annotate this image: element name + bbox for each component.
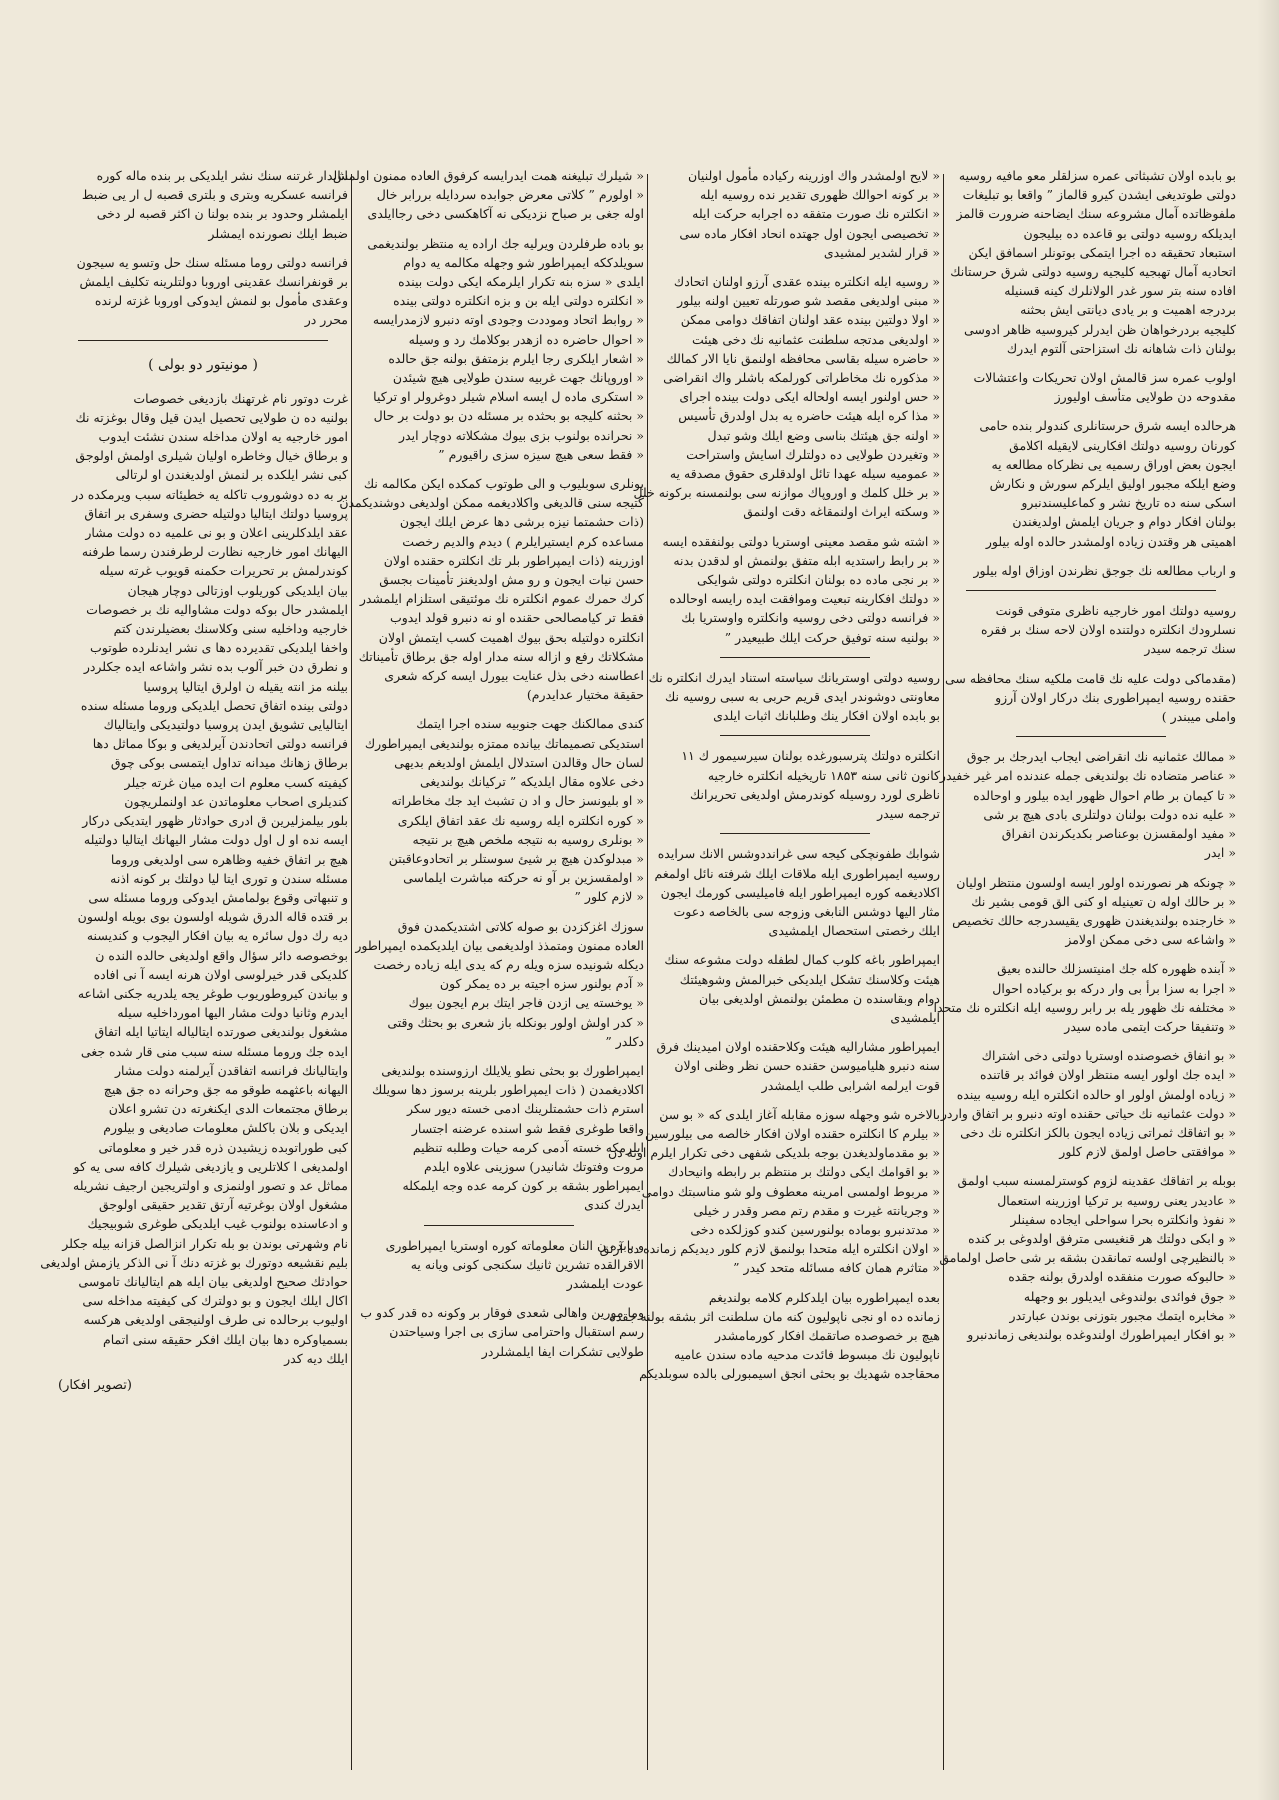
text-line: اکلادیغمه کوره ایمپراطور ایله فامیلیسی کورمك ایجون <box>660 884 940 900</box>
text-line: لسان حال وقالدن استدلال ایلمش اولدیغم بدیهی <box>394 754 644 770</box>
text-line: وعقدی مأمول بو لنمش ایدوکی اوروبا غزته لرنده <box>94 293 348 309</box>
text-line: « احوال حاضره ده ازهدر بوکلامك رد و وسیله <box>408 331 644 347</box>
page-edge-shadow <box>1257 0 1279 1800</box>
text-line: « دولت عثمانیه نك حیاتی حقنده اوته دنبرو بر اتفاق واردر <box>940 1105 1236 1121</box>
text-line: « متاثرم همان کافه مسائله متحد کیدر ” <box>733 1260 940 1276</box>
text-line: « ایدر <box>1204 845 1236 861</box>
text-line: « اوروپانك جهت غربیه سندن طولایی هیچ شیئدن <box>392 370 644 386</box>
text-line: کبی طوراتوبده زیشیدن ذره قدر خیر و معلوماتی <box>98 1139 348 1155</box>
text-line: ناپولیون نك مبسوط فائدت مدحیه ماده سندن عامیه <box>674 1347 940 1363</box>
text-line: « بو مقدماولدیغدن بوجه بلدیکی شفهی دخی تکرار ایلرم اوته دن <box>607 1145 940 1161</box>
text-line: « عمومیه سیله عهدا تائل اولدقلری حقوق مصدقه یه <box>669 466 940 482</box>
text-line: مقدوحه دن طولایی متأسف اولیورز <box>1054 389 1236 405</box>
text-line: حسن نیات ایجون و رو مش اولدیغنز تأمینات بجسق <box>379 572 644 588</box>
text-line: ایمپراطورك بو بحثی نطو یلایلك ارزوسنده بولندیغی <box>381 1062 644 1078</box>
text-line: « مربوط اولمسی امرینه معطوف ولو شو مناسبتك دوامی <box>641 1183 940 1199</box>
text-line: مشغول بولندیغی صورتده ایتالیاله ایتاتیا ایله اتفاق <box>94 1024 348 1040</box>
text-line: اسکی سنه ده تاریخ نشر و کماعلیسندنبرو <box>1021 495 1236 511</box>
text-line: « دولتك افكارینه تبعیت وموافقت ایده رایسه اوحالده <box>669 591 940 607</box>
text-line: اهمیتی هر وقتدن زیاده اولمشدر حالده اوله بیلور <box>985 533 1236 549</box>
text-line: « تا کیمان بر طام احوال ظهور ایده بیلور و اوحالده <box>973 787 1236 803</box>
column-3 <box>332 166 644 1776</box>
text-paragraph <box>332 166 644 224</box>
text-line: روسیه دولتی اوستریانك سیاسته استناد ایدرك انكلتره نك <box>648 669 940 685</box>
column-rule <box>647 174 648 1770</box>
text-line: « خارجنده بولندیغندن ظهوری یقیسدرجه حالك تخصیص <box>952 912 1236 928</box>
text-paragraph <box>40 389 348 1368</box>
text-line: برطاق زهانك میدانه تداول ایتمسی بوکی چوق <box>110 755 348 771</box>
text-line: استرم ذات حشمتلرینك ادمی خسته دیور سکر <box>406 1101 644 1117</box>
text-line: ایده جك وروما مسئله سنه سبب منی قار شده جغی <box>80 1043 348 1059</box>
text-line: « او بلیونسز حال و اد ن تشبث اید جك مخاطراته <box>391 793 644 809</box>
text-line: « حاضره سیله بقاسی محافظه اولنمق نایا الار کمالك <box>666 350 940 366</box>
text-line: روسیه ایمپراطوری ایله ملاقات ایلك شرفته نائل اولمغم <box>654 865 940 881</box>
text-line: حقیقة مختیار عدایدرم) <box>526 687 644 703</box>
text-line: و ارباب مطالعه نك جوجق نظرندن اوزاق اوله بیلور <box>973 562 1236 578</box>
text-line: « جوق فوائدی بولندوغی ایدیلور بو وجهله <box>1023 1288 1236 1304</box>
text-line: « مفید اولمقسزن بوعناصر بکدیکرندن انفراق <box>1001 826 1236 842</box>
text-line: ایدیکی و بلان باکلش معلومات صادیغی و بیلورم <box>103 1120 348 1136</box>
text-paragraph <box>650 668 940 726</box>
text-line: ایلدی « سزه بنه تکرار ایلرمکه ایکی دولت بینده <box>398 274 644 290</box>
text-line: ضبط ایلك نصورنده ایمشلر <box>208 225 348 241</box>
text-line: « بونلری روسیه به نتیجه ملخص هیچ بر نتیجه <box>412 831 644 847</box>
text-line: (ذات حشمتما نیزه برشی دها عرض ایلك ایجون <box>399 514 644 530</box>
text-line: سنه دنبرو هلیامیوسن حقنده حسن نظر وظنی اولان <box>674 1058 940 1074</box>
text-line: ایدرك کندی <box>584 1197 644 1213</box>
text-line: روسیه دولتك امور خارجیه ناظری متوفی قونت <box>995 603 1236 619</box>
section-divider <box>720 657 870 658</box>
text-paragraph <box>946 166 1236 358</box>
text-line: « کوره انكلتره ایله روسیه نك عقد اتفاق ایلکری <box>397 812 644 828</box>
text-line: « لایح اولمشدر واك اوزرینه رکیاده مأمول اولنیان <box>687 168 940 183</box>
text-line: و نطرق دن خبر آلوب بده نشر واشاعه ایده جکلردر <box>83 659 348 675</box>
text-line: بر به ده دوشوروب تاکله یه خطیئاته سبب ویرمکده در <box>72 486 348 502</box>
text-line: کیفیته کسب معلوم ات ایده میان غرته جیلر <box>124 774 348 790</box>
text-line: ایسه نده او ل اول دولت مشار الیهانك ایتالیا دولتیله <box>83 832 348 848</box>
text-line: « شیلرك تبلیغنه همت ایدرایسه کرفوق العاده ممنون اولمش <box>332 168 644 183</box>
text-line: « اولدیغی مدتجه سلطنت عثمانیه نك دخی هیئت <box>691 331 940 347</box>
text-line: ایمپراطور مشارالیه هیئت وکلاحقنده اولان امیدینك فرق <box>656 1039 940 1055</box>
text-line: قوت ایرلمه اشرابی طلب ایلمشدر <box>761 1077 940 1093</box>
text-line: اولوب عمره سز قالمش اولان تحریکات واعتشالات <box>973 370 1236 386</box>
text-line: « بیلرم کا انکلتره حقنده اولان افکار خالصه می بیلورسین <box>645 1125 940 1141</box>
text-line: کلدیکی قدر خیرلوسی اولان هرنه ایسه آ نی افاده <box>93 966 348 982</box>
text-line: ایمپراطور بشقه بر کون کرمه عده وجه ایلمکله <box>402 1178 644 1194</box>
text-paragraph <box>946 601 1236 659</box>
text-line: « مدتدنبرو بوماده بولنورسین کندو کوزلکده دخی <box>690 1221 940 1237</box>
text-line: « نفوذ وانكلتره بحرا سواحلی ایجاده سفینلر <box>1010 1211 1236 1227</box>
text-paragraph <box>354 1061 644 1215</box>
text-line: الیهانك امور خارجیه نظارت لرطرفندن رسما طرفنه <box>81 544 348 560</box>
text-line: محرر در <box>304 312 348 328</box>
section-divider <box>966 590 1216 591</box>
section-divider <box>424 1225 574 1226</box>
text-line: اوله جغی بر صباح نزدیکی نه آکاهکسی دخی رجاایلدی <box>367 206 644 222</box>
text-line: بلور بیلمزلیرین ق ادری حوادثار ظهور ایتدیکی درکار <box>82 813 348 829</box>
text-line: بیان ایلدیکی کوریلوب اوزتالی دوچار هیجان <box>127 582 348 598</box>
text-line: انكلتره دولتیله بحق بیوك اهمیت کسب ایتمش اولان <box>378 629 644 645</box>
text-line: بیلنه مز انته یقیله ن اولرق ایتالیا پروسیا <box>143 678 348 694</box>
text-line: ترجمه سیدر <box>877 806 940 822</box>
text-line: « مبدلوکدن هیچ بر شیئ سوستلر بر اتحادوعاقبتن <box>388 850 644 866</box>
text-line: دخی علاوه مقال ایلدیکه ” ترکیانك بولندیغی <box>419 774 644 790</box>
text-line: دولتی بینده اتفاق تحصل ایلدیکی وروما مسئله سنده <box>80 697 348 713</box>
text-line: « موافقتی حاصل اولمق لازم کلور <box>1059 1144 1236 1160</box>
text-line: بولنان ذات شاهانه نك استزاحتی آلتوم ایدرك <box>1006 340 1236 356</box>
text-line: « انكلتره نك صورت متفقه ده اجرابه حرکت ایله <box>692 206 940 222</box>
text-line: دوام وبقاسنده ن مطمئن بولنمش اولدیغی بیان <box>698 990 940 1006</box>
text-line: محقاجده شهدیك بو بحثی انجق اسیمبورلی بالده سوبلدیکم <box>639 1366 940 1382</box>
text-line: « آدم بولنور سزه اجیته بر ده یمکر کون <box>439 976 644 992</box>
text-line: بو بابده اولان تشبثاتی عمره سزلقلر معو مافیه روسیه <box>958 168 1236 183</box>
text-line: « مذا کره ایله هیئت حاضره یه بدل اولدرق تأسیس <box>678 408 940 424</box>
text-line: بسمیاوکره دها بیان ایلك افکر حقیقه سنی اتمام <box>102 1331 348 1347</box>
text-line: بعده ایمپراطوره بیان ایلدکلرم کلامه بولندیغم <box>708 1289 940 1305</box>
text-line: « بر رابط راستدیه ابله متفق بولنمش او لدقدن بدنه <box>673 552 940 568</box>
text-line: واقعا طوغری فقط شو اسنده عرضنه اجتسار <box>411 1120 644 1136</box>
text-paragraph <box>58 253 348 330</box>
text-line: بو باده طرفلردن ویرلیه جك اراده یه منتظر بولندیغمی <box>367 235 644 251</box>
text-line: « مبنی اولدیغی مقصد شو صورتله تعیین اولنه بیلور <box>677 293 940 309</box>
text-line: کلیجیه بردرخواهان ظن ایدرلر کیروسیه ظاهر ادوسی <box>964 321 1236 337</box>
text-paragraph <box>354 1236 644 1294</box>
text-paragraph <box>650 1037 940 1095</box>
text-line: کورنان روسیه دولتك افکارینی لایقیله اکلامق <box>1009 437 1236 453</box>
text-line: ایمپراطور باغه کلوب کمال لطفله دولت مشوعه سنك <box>664 952 940 968</box>
text-line: دکلدر ” <box>605 1033 644 1049</box>
text-line: طولایی تشکرات ایفا ایلمشلردر <box>481 1343 644 1359</box>
column-4 <box>40 166 348 1776</box>
text-line: بو بابده اولان افکار ینك وطلبانك اثبات ایلدی <box>713 708 940 724</box>
text-line: فقط تر کیامصالحی حقنده او نه دنبرو قولد ایدوب <box>390 610 644 626</box>
text-line: « مختلفه نك ظهور یله بر رابر روسیه ایله انكلتره نك متحدا <box>933 999 1236 1015</box>
text-paragraph <box>939 1171 1236 1344</box>
text-paragraph <box>354 1303 644 1361</box>
text-line: مساعده کرم ایستیرایلرم ) دیدم والدیم رخصت <box>402 533 644 549</box>
text-line: بولنیه ده ن طولایی تحصیل ایدن قیل وقال بوغزته نك <box>75 409 348 425</box>
text-line: « حس اولنور ایسه اولحاله ایکی دولت بینده اجرای <box>679 389 940 405</box>
text-line: بولنان افکار دوام و جریان ایلمش اولدیغندن <box>1012 514 1236 530</box>
text-line: الیهانه باعثهمه طوقو مه جق وحرانه ده جق هیچ <box>103 1081 348 1097</box>
text-line: استبعاد تحقیقه ده اجرا ایتمکی بوتونلر اسمافق ایکن <box>968 244 1236 260</box>
text-line: عقد ایلدکلرینی اعلان و بو نی علمیه ده دولت مشار <box>85 525 348 541</box>
text-line: « عادیدر یعنی روسیه بر ترکیا اوزرینه استعمال <box>997 1192 1236 1208</box>
text-line: « مخابره ایتمك مجبور بتوزنی بوندن عبارتدر <box>1009 1307 1236 1323</box>
text-line: « وتنفیقا حرکت ایتمی ماده سیدر <box>1064 1018 1236 1034</box>
text-paragraph <box>354 714 644 906</box>
text-line: و بیاندن کیروطوریوب طوغر یجه یلدریه جکنی اشاعه <box>77 985 348 1001</box>
text-line: « فقط سعی هیچ سیزه سزی راقیورم ” <box>438 446 644 462</box>
text-line: « اجرا به سزا برأ بی وار درکه بو برکیاده احوال <box>992 980 1236 996</box>
text-line: ایلمشدر حال بوکه دولت مشاوالیه نك بر خصوصات <box>86 601 348 617</box>
text-line: « وجریانته غیرت و مقدم رتم مصر وقدر ر خیلی <box>693 1202 940 1218</box>
text-paragraph <box>633 272 940 522</box>
text-line: ایجون بعض اوراق رسمیه یی نظرکاه مطالعه یه <box>991 456 1236 472</box>
section-divider <box>1016 736 1166 737</box>
text-line: بلیم نقشیعه دوتورك بو غزته دنك آ نی الذکر یازمش اولدیغی <box>40 1254 348 1270</box>
text-line: کوندرلمش بر تحریرات حکمنه قویوب غرته سیله <box>99 563 348 579</box>
text-line: رسم استقبال واحترامی سازی بی اجرا وسیاحتدن <box>389 1324 644 1340</box>
text-paragraph <box>946 669 1236 727</box>
text-line: مسئله سندن و توری ایتا لیا دولتك بر کونه اذنه <box>110 870 348 886</box>
text-line: « علیه نده دولت بولنان دولتلری بادی هیچ بر شی <box>983 806 1236 822</box>
text-line: « اولورم ” کلاتی معرض جوابده سردایله بررابر خال <box>376 187 644 203</box>
text-line: « حالبوکه صورت منفقده اولدرق بولنه جقده <box>1008 1269 1236 1285</box>
text-line: « بو اتفاقك ثمراتی زیاده ایجون بالکز انكلتره نك دخی <box>960 1124 1236 1140</box>
text-line: « اولا دولتین بینده عقد اولنان اتفاقك دوامی ممكن <box>680 312 940 328</box>
text-line: « لازم کلور ” <box>574 889 644 905</box>
column-rule <box>351 174 352 1770</box>
text-paragraph <box>650 950 940 1027</box>
text-paragraph <box>933 959 1236 1036</box>
text-line: مماثل عد و تصور اولنمزی و اولتریجین ارجیف نشریله <box>73 1177 348 1193</box>
text-line: سویلدککه ایمپراطور شو وجهله مکالمه یه دوام <box>403 254 644 270</box>
column-rule <box>943 174 944 1770</box>
text-paragraph <box>946 561 1236 580</box>
text-line: « بحثنه کلیجه بو بحثده بر مسئله دن بو دولت بر حال <box>373 408 644 424</box>
text-line: اکال ایلك ایجون و بو دولترك کی کیفیته مداخله سی <box>82 1293 348 1309</box>
text-line: « استکری ماده ل ایسه اسلام شیلر دوغرولر او ترکیا <box>373 389 644 405</box>
text-line: نسلرودك انكلتره دولتنده اولان لاحه سنك بر فقره <box>981 622 1236 638</box>
text-line: « بو اقوامك ایکی دولتك بر منتظم بر رابطه وانیحادك <box>668 1164 940 1180</box>
text-line: دولتی طوتدیغی ایشدن کیرو قالماز ” واقعا بو تبلیغات <box>962 187 1236 203</box>
text-line: اکلادیغمدن ( ذات ایمپراطور بلرینه برسوز دها سویلك <box>371 1082 644 1098</box>
text-line: ایتالیایی تشویق ایدن پروسیا دولتیدیکی وایتالیاك <box>103 717 348 733</box>
text-line: و برطاق خیال وخاطره اولیان شیلری اولمش اولوجق <box>75 448 348 464</box>
text-line: « فرانسه دولتی دخی روسیه وانكلتره واوستریا بك <box>681 610 940 626</box>
text-line: « و ابکی دولتك هر قنغیسی مترفق اولدوغی بر کنده <box>968 1230 1236 1246</box>
text-paragraph <box>946 368 1236 406</box>
text-paragraph <box>650 844 940 940</box>
section-divider <box>720 735 870 736</box>
text-line: « واشاعه سی دخی ممکن اولامز <box>1065 932 1236 948</box>
text-line: معاونتی دوشوندر ایدی قریم حربی به سبی روسیه نك <box>664 689 940 705</box>
text-line: « آبنده ظهوره کله جك امنیتسزلك حالنده بعیق <box>997 961 1236 977</box>
text-line: « بر حالك اوله ن تعینیله او کنی الق قومی بشیر نك <box>971 893 1236 909</box>
text-line: بوبله بر اتفاقك عقدینه لزوم کوسترلمسنه سبب اولمق <box>957 1173 1236 1189</box>
text-line: و تنبهاتی وقوع بولمامش ایدوکی وروما مسئله سی <box>88 889 348 905</box>
text-line: مشکلاتك رفع و ازاله سنه مدار اوله جق برطاق تأمیناتك <box>358 648 644 664</box>
text-line: افاده سنه بتر سور غدر الولانلرك کینه قسنیله <box>1004 283 1236 299</box>
text-line: برطاق مجتمعات الدی ایکنغرته دن تشرو اعلان <box>108 1101 348 1117</box>
section-heading: ( مونیتور دو بولی ) <box>148 356 258 373</box>
columns-frame <box>40 166 1242 1776</box>
text-line: « قرار لشدیر لمشیدی <box>823 244 940 260</box>
text-line: اوزرینه (ذات ایمپراطور بلر تك انكلتره حقنده اولان <box>383 552 644 568</box>
text-line: الاقرالقده تشرین ثانیك سکنجی کونی ویانه یه <box>410 1256 644 1272</box>
text-line: « زیاده اولمش اولور او حالده انكلتره ایله روسیه بینده <box>956 1086 1236 1102</box>
text-line: نام وشهرتی بوندن بو بله تکرار انزالصل قزانه بیله جکلر <box>62 1235 348 1251</box>
text-line: « بالنظیرچی اولسه تمانقدن بشقه بر شی حاصل اولمامق <box>939 1250 1236 1266</box>
text-paragraph <box>609 1288 940 1384</box>
text-line: ایلك رخصتی استحصال ایلمشیدی <box>768 923 940 939</box>
text-line: و بابده ن النان معلوماته کوره اوستریا ایمپراطوری <box>385 1237 644 1253</box>
text-line: واخفا ایلدیکی تقدیرده دها ی نشر ایدنلرده طوتوب <box>89 640 348 656</box>
text-line: بوخصوصه دائر سؤال واقع اولدیغی حالده النده ن <box>95 947 348 963</box>
text-paragraph <box>354 234 644 464</box>
text-line: ناظری لورد روسیله کوندرمش اولدیغی تحریرانك <box>689 786 940 802</box>
text-line: هرحالده ایسه شرق حرستانلری کندولر بنده حامی <box>979 418 1236 434</box>
text-line: « چونکه هر نصورنده اولور ایسه اولسون منتظر اولیان <box>956 874 1236 890</box>
text-line: کتیجه سنی قالدیغی واکلادیغمه ممکن اولدیغی دوشندیکمدن <box>339 495 644 511</box>
text-paragraph <box>354 917 644 1051</box>
text-line: بر قتده قاله الدرق شویله اولسون بوی بویله اولسون <box>77 909 348 925</box>
text-paragraph <box>940 1046 1236 1161</box>
text-line: اعطاسنه دخی بذل عنایت بیورل ایسه کرکه شعری <box>384 668 644 684</box>
text-paragraph <box>339 474 644 704</box>
text-line: اولیوب برحالده نی طرف اولنیجقی اولدیغی هرکسه <box>83 1312 348 1328</box>
text-line: هیچ بر خصوصده صاتقمك افكار کورمامشدر <box>715 1327 940 1343</box>
text-line: « یوخسته یی ازدن فاجر ایتك برم ایجون بیوك <box>408 995 644 1011</box>
text-paragraph <box>939 747 1236 862</box>
text-line: فرانسه عسکریه وبتری و بلتری قصبه ل ار یی ضبط <box>81 187 348 203</box>
text-line: پروسیا دولتك ایتالیا دولتیله حضری وسفری بر اتفاق <box>84 505 348 521</box>
text-line: واملی میبندر ) <box>1161 709 1236 725</box>
text-line: اولمدیغی ا کلاتلریی و یازدیغی شیلرك کافه سی یه کو <box>73 1158 348 1174</box>
text-line: « ایده جك اولور ایسه منتظر اولان فوائد بر قاتنده <box>979 1067 1236 1083</box>
text-line: مروت وفتوتك شانیدر) سوزینی علاوه ایلدم <box>423 1158 644 1174</box>
text-line: عودت ایلمشدر <box>566 1275 644 1291</box>
text-line: کانون ثانی سنه ۱۸۵۳ تاریخیله انكلتره خارجیه <box>707 767 940 783</box>
text-line: انالدار غرتنه سنك نشر ایلدیکی بر بنده ماله کوره <box>96 168 348 183</box>
text-line: کرك حمرك عموم انكلتره نك موئتیقی استلزام ایلمشدر <box>359 591 644 607</box>
text-line: اتحادیه آمال تهبجیه کلیجیه روسیه دولتی شرق حرستانك <box>950 264 1236 280</box>
text-line: امور خارجیه یه اولان مداخله سندن نشئت ایدوب <box>98 429 348 445</box>
text-line: ایلرمکه خسته آدمی کرمه حیات وطلبه تنظیم <box>412 1139 644 1155</box>
column-1 <box>933 166 1236 1776</box>
section-divider <box>78 340 328 341</box>
text-line: وما مورین واهالی شعدی فوقار بر وکونه ده قدر کدو ب <box>360 1305 644 1321</box>
text-line: « عناصر متضاده نك بولندیغی جمله عندنده امر غیر خفیدر <box>939 768 1236 784</box>
text-line: دیکله شونیده سزه ویله رم که یدی ایله زیاده رخصت <box>373 956 644 972</box>
text-line: « اشعار ایلکری رجا ایلرم بزمتفق بولنه جق حالده <box>388 350 644 366</box>
section-divider <box>720 833 870 834</box>
text-line: « وتغیردن طولایی ده دولتلرك اسایش واستراحت <box>686 446 940 462</box>
text-line: حوادثك صحیح اولدیغی بیان ایله هم ایتالیانك تاموسی <box>78 1273 348 1289</box>
text-line: ایلمشلر وحدود بر بنده بولنا ن اکثر قصبه لر دخی <box>96 206 348 222</box>
text-paragraph <box>946 416 1236 550</box>
text-line: « اولمقسزین بر آو نه حرکته مباشرت ایلماسی <box>403 870 644 886</box>
text-line: دیه رك دول سائره یه بیان افکار الیجوب و کندیسنه <box>86 928 348 944</box>
text-paragraph <box>650 532 940 647</box>
text-line: فرانسه دولتی اتحادندن آیرلدیغی و بوکا مماثل دها <box>92 736 348 752</box>
text-line: سنك ترجمه سیدر <box>1144 641 1236 657</box>
text-line: بونلری سوبلیوب و الی طوتوب کمکده ایکن مکالمه نك <box>363 476 644 492</box>
source-attribution: (تصویر افکار) <box>58 1377 132 1393</box>
text-line: ایلمشیدی <box>890 1009 940 1025</box>
text-line: استدیکی تصمیماتك بیانده ممتزه بولندیغی ایمپراطورك <box>364 735 644 751</box>
text-line: « بو انفاق خصوصنده اوستریا دولتی دخی اشتراك <box>981 1048 1236 1064</box>
text-line: « بر خلل کلمك و اوروپاك موازنه سی بولنمسنه برکونه خلل <box>633 485 940 501</box>
text-line: (مقدماکی دولت علیه نك قامت ملکیه سنك محافظه سی <box>944 670 1236 686</box>
text-line: شوابك طفونچکی کیجه سی غرانددوشس الانك سرایده <box>657 846 940 862</box>
text-line: ایدیلکه روسیه دولتی بو قاعده ده بیلیجون <box>1023 225 1236 241</box>
text-line: بردرجه اهمیت و بر یادی دیانتی ایش بحثنه <box>1020 302 1236 318</box>
text-line: ملفوظاتده آمال مشروعه سنك ایضاحنه ضرورت قالمز <box>956 206 1236 222</box>
text-line: هیچ بر اتفاق خفیه وظاهره سی اولدیغی وروما <box>110 851 348 867</box>
text-line: « روابط اتحاد وموددت وجودی اوته دنبرو لازمدرایسه <box>372 312 644 328</box>
text-line: « بولنیه سنه توفیق حرکت ایلك طبیعیدر ” <box>724 629 940 645</box>
text-line: ایدرم وثانیا دولت مشار الیها امورداخلیه سیله <box>117 1005 348 1021</box>
text-line: زمانده ده او نجی ناپولیون کنه مان سلطنت اثر بشقه بولنه جقده <box>609 1308 940 1324</box>
text-line: « بو افکار ایمپراطورك اولندوغده بولندیغی زماندنبرو <box>967 1326 1236 1342</box>
text-line: کبی نشر ایلکده بر لنمش اولدیغندن او لرتالی <box>115 467 348 483</box>
text-line: « روسیه ایله انكلتره بینده عقدی آرزو اولنان اتحادك <box>673 274 940 290</box>
text-line: کندیلری اصحاب معلوماتدن عد اولنملریچون <box>124 793 348 809</box>
text-line: بر قونفرانسك عقدینی اوروبا دولتلرینه تکلیف ایلمش <box>79 274 348 290</box>
text-line: « نحرانده بولنوب بزی بیوك مشکلاته دوچار ایدر <box>399 427 644 443</box>
text-paragraph <box>650 166 940 262</box>
text-line: و ادعاسنده بولنوب غیب ایلدیکی طوغری شوبیجیك <box>87 1216 348 1232</box>
text-line: « ممالك عثمانیه نك انقراضی ایجاب ایدرجك بر جوق <box>966 749 1236 765</box>
text-line: « بر کونه احوالك ظهوری تقدیر نده روسیه ایله <box>699 187 940 203</box>
text-line: فرانسه دولتی روما مسئله سنك حل وتسو یه سیجون <box>76 254 348 270</box>
text-line: وضع ایلکه مجبور اولیق ایلرکم سورش و نکارش <box>989 476 1236 492</box>
text-line: مثار الیها دوشس النابغی وزوجه سی بالخاصه دعوت <box>673 903 940 919</box>
text-line: هیئت وکلاسنك تشکل ایلدیکی خبرالمش وشوهیئتك <box>679 971 940 987</box>
text-line: « انكلتره دولتی ایله بن و بزه انكلتره دولتی بینده <box>393 293 644 309</box>
text-line: وایتالیانك فرانسه اتفاقدن آیرلمنه دولت مشار <box>114 1062 348 1078</box>
text-line: « وسکته ایراث اولنمقاغه دقت اولنمق <box>743 504 940 520</box>
text-line: حقنده روسیه ایمپراطوری بنك درکار اولان آرزو <box>995 689 1236 705</box>
text-paragraph <box>946 873 1236 950</box>
text-line: خارجیه وداخلیه سنی وکلاسنك بعضیلرندن کتم <box>113 621 348 637</box>
text-paragraph <box>58 166 348 243</box>
text-line: « بر نجی ماده ده بولنان انكلتره دولتی شوایکی <box>696 572 940 588</box>
text-line: ایلك دیه کدر <box>284 1350 348 1366</box>
text-line: « مذکوره نك مخاطراتی کورلمکه باشلر واك انقراضی <box>663 370 940 386</box>
text-paragraph <box>650 746 940 823</box>
text-line: « کدر اولش اولور بونکله باز شعری بو بحثك وقتی <box>387 1014 644 1030</box>
text-line: مشغول اولان بوغرتیه آرتق تقدیر حقیقی اولوجق <box>98 1197 348 1213</box>
text-line: « اشته شو مقصد معینی اوستریا دولتی بولنفقده ایسه <box>662 533 940 549</box>
text-line: « اولنه جق هیئتك بناسی وضع ایلك وشو تبدل <box>707 427 940 443</box>
text-line: غرت دوتور نام غرتهنك بازدیغی خصوصات <box>133 390 348 406</box>
text-line: « تخصیصی ایجون اول جهتده انحاد افکار ماده سی <box>679 225 940 241</box>
text-line: بالاخره شو وجهله سوزه مقابله آغاز ایلدی که « بو سن <box>659 1106 940 1122</box>
text-line: انكلتره دولتك پترسبورغده بولنان سیرسیمور ك ۱۱ <box>681 748 940 764</box>
text-line: العاده ممنون ومتمذذ اولدیغمی بیان ایلدیکمده ایمپراطور <box>355 937 644 953</box>
text-line: کندی ممالکنك جهت جنوبیه سنده اجرا ایتمك <box>416 716 644 732</box>
text-line: « اولان انكلتره ایله متحدا بولنمق لازم کلور دیدیکم زمانده ده آرتق <box>599 1241 940 1257</box>
text-line: سوزك اغزکزدن بو صوله کلاتی اشتدیکمدن فوق <box>397 918 644 934</box>
